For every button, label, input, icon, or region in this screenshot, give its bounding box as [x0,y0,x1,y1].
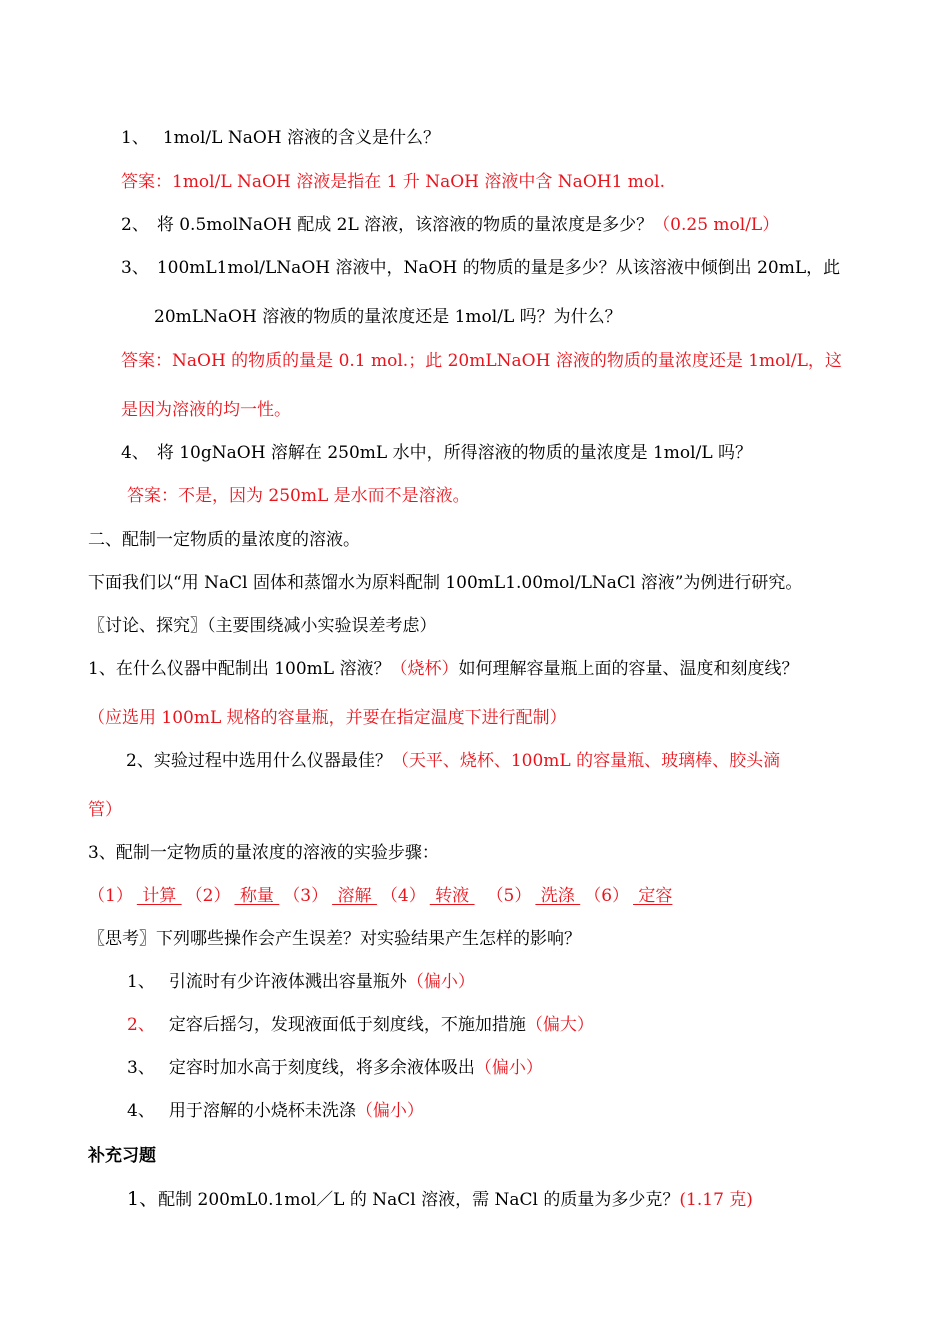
discussion-heading: 〖讨论、探究〗（主要围绕减小实验误差考虑） [88,616,437,636]
think-answer: （偏小） [355,1101,424,1121]
step-value: 洗涤 [535,886,581,906]
discussion-2 [126,751,780,771]
discussion-2-answer-continued: 管） [88,800,122,820]
question-3 [121,258,840,278]
section-2-heading: 二、配制一定物质的量浓度的溶液。 [88,530,360,550]
question-number: 1、 [121,128,149,148]
question-3-continued: 20mLNaOH 溶液的物质的量浓度还是 1mol/L 吗？为什么？ [154,307,622,327]
think-item-3 [127,1058,543,1078]
think-answer: （偏大） [525,1015,594,1035]
think-item-4 [127,1101,424,1121]
step-value: 计算 [136,886,182,906]
think-text: 引流时有少许液体溅出容量瓶外 [168,972,407,992]
question-4 [121,443,752,463]
answer-4: 答案：不是，因为 250mL 是水而不是溶液。 [127,486,470,506]
supplement-text: 配制 200mL0.1mol／L 的 NaCl 溶液，需 NaCl 的质量为多少克？ [158,1190,680,1210]
discussion-answer: （烧杯） [390,659,459,679]
think-answer: （偏小） [474,1058,543,1078]
think-number: 4、 [127,1101,155,1121]
step-value: 称量 [234,886,280,906]
question-text: 100mL1mol/LNaOH 溶液中，NaOH 的物质的量是多少？从该溶液中倾倒出 20mL，此 [156,258,841,278]
question-text: 将 0.5molNaOH 配成 2L 溶液，该溶液的物质的量浓度是多少？ [156,215,654,235]
think-number: 1、 [127,972,155,992]
step-value: 溶解 [332,886,377,906]
step-label: （4） [380,886,426,906]
question-number: 3、 [121,258,149,278]
think-heading: 〖思考〗下列哪些操作会产生误差？对实验结果产生怎样的影响？ [88,929,581,949]
answer-1: 答案：1mol/L NaOH 溶液是指在 1 升 NaOH 溶液中含 NaOH1 mol. [121,172,665,192]
supplement-number: 1、 [127,1188,159,1210]
answer-3-line-1: 答案：NaOH 的物质的量是 0.1 mol.；此 20mLNaOH 溶液的物质的量浓度还是 1mol/L，这 [121,351,842,371]
step-label: （6） [584,886,630,906]
answer-3-line-2: 是因为溶液的均一性。 [121,400,291,420]
step-label: （5） [486,886,532,906]
think-item-1 [127,972,475,992]
discussion-text-continued: 如何理解容量瓶上面的容量、温度和刻度线？ [458,659,799,679]
think-text: 定容时加水高于刻度线，将多余液体吸出 [168,1058,475,1078]
think-number: 3、 [127,1058,155,1078]
think-number: 2、 [127,1015,155,1035]
step-label: （1） [88,886,133,906]
supplement-answer: (1.17 克) [679,1190,753,1210]
section-2-intro: 下面我们以“用 NaCl 固体和蒸馏水为原料配制 100mL1.00mol/LNaCl 溶液”为例进行研究。 [88,573,803,593]
discussion-text: 2、实验过程中选用什么仪器最佳？ [126,751,392,771]
discussion-1 [88,659,798,679]
experiment-steps [88,886,676,906]
think-answer: （偏小） [406,972,475,992]
think-text: 定容后摇匀，发现液面低于刻度线，不施加措施 [168,1015,526,1035]
question-answer: （0.25 mol/L） [653,215,780,235]
step-value: 定容 [633,886,673,906]
step-value: 转液 [429,886,475,906]
question-1 [121,128,440,148]
think-item-2 [127,1015,594,1035]
question-number: 4、 [121,443,149,463]
think-text: 用于溶解的小烧杯未洗涤 [168,1101,356,1121]
question-text: 将 10gNaOH 溶解在 250mL 水中，所得溶液的物质的量浓度是 1mol/L 吗？ [156,443,753,463]
discussion-text: 1、在什么仪器中配制出 100mL 溶液？ [88,659,391,679]
discussion-1-answer: （应选用 100mL 规格的容量瓶，并要在指定温度下进行配制） [88,708,567,728]
supplement-question-1 [127,1189,753,1210]
discussion-3: 3、配制一定物质的量浓度的溶液的实验步骤： [88,843,439,863]
question-2 [121,215,779,235]
supplement-heading: 补充习题 [88,1146,156,1166]
question-number: 2、 [121,215,149,235]
step-label: （3） [283,886,329,906]
step-label: （2） [185,886,231,906]
discussion-answer: （天平、烧杯、100mL 的容量瓶、玻璃棒、胶头滴 [391,751,781,771]
question-text: 1mol/L NaOH 溶液的含义是什么？ [162,128,441,148]
